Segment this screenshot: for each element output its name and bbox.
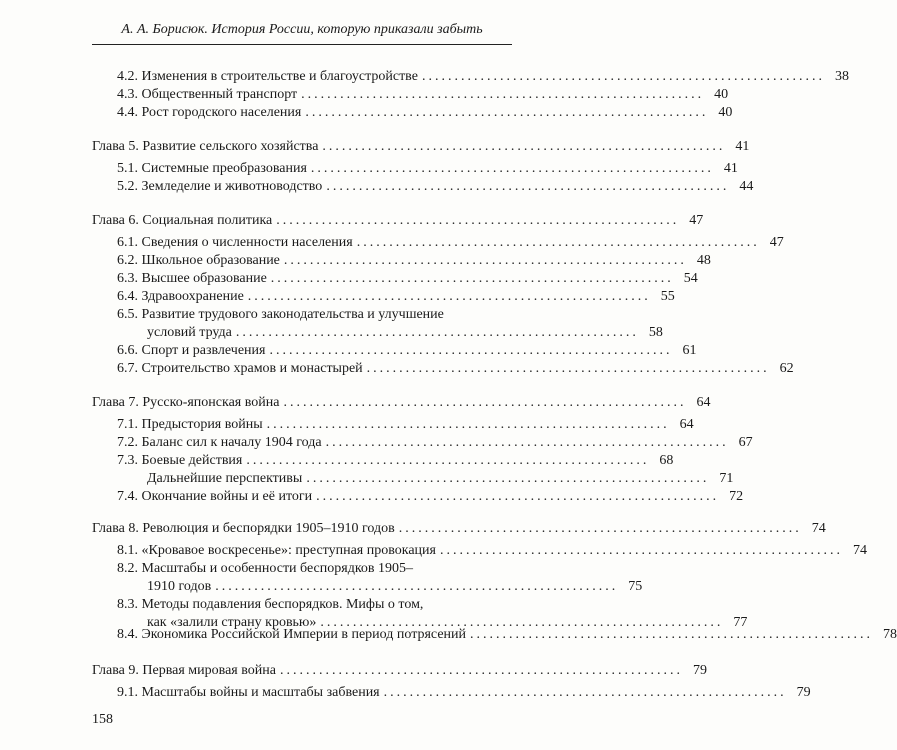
toc-title: Экономика Российской Империи в период потрясений [141,627,467,642]
toc-title: Масштабы и особенности беспорядков 1905– [141,561,414,576]
toc-title: Социальная политика [142,213,273,228]
toc-number: 8.1. [117,543,138,558]
leader-dots: .............................................................. [269,343,673,358]
leader-dots: .............................................................. [283,253,687,268]
leader-dots: .............................................................. [421,69,825,84]
toc-page: 55 [660,289,675,304]
toc-page: 79 [796,685,811,700]
toc-title: Спорт и развлечения [141,343,266,358]
toc-entry-6-4[interactable] [117,288,675,306]
toc-title: Системные преобразования [141,161,307,176]
toc-title: Развитие сельского хозяйства [142,139,319,154]
toc-page: 68 [659,453,674,468]
leader-dots: .............................................................. [279,663,683,678]
toc-page: 71 [719,471,734,486]
toc-title: Методы подавления беспорядков. Мифы о том, [141,597,424,612]
toc-title: Рост городского населения [141,105,302,120]
toc-page: 74 [811,521,826,536]
toc-number: 8.4. [117,627,138,642]
toc-entry-5-2[interactable] [117,178,754,196]
toc-number: 6.4. [117,289,138,304]
leader-dots: .............................................................. [439,543,843,558]
chapter-number: Глава 9. [92,663,139,678]
leader-dots: .............................................................. [266,417,670,432]
leader-dots: .............................................................. [322,139,726,154]
toc-page: 47 [689,213,704,228]
toc-chapter-6[interactable] [92,212,704,230]
leader-dots: .............................................................. [247,289,651,304]
toc-entry-5-1[interactable] [117,160,738,178]
toc-page: 72 [729,489,744,504]
leader-dots: .............................................................. [235,325,639,340]
toc-title: Предыстория войны [141,417,263,432]
toc-entry-8-2[interactable] [117,560,643,596]
toc-chapter-7[interactable] [92,394,711,412]
toc-number: 7.3. [117,453,138,468]
chapter-number: Глава 8. [92,521,139,536]
leader-dots: .............................................................. [470,627,874,642]
toc-number: 6.7. [117,361,138,376]
toc-number: 5.1. [117,161,138,176]
toc-page: 40 [718,105,733,120]
toc-title: Баланс сил к началу 1904 года [141,435,322,450]
toc-number: 7.2. [117,435,138,450]
toc-title: Русско-японская война [142,395,280,410]
leader-dots: .............................................................. [215,579,619,594]
toc-page: 54 [683,271,698,286]
page-number: 158 [92,712,113,727]
toc-page: 58 [648,325,663,340]
toc-entry-6-6[interactable] [117,342,697,360]
leader-dots: .............................................................. [383,685,787,700]
toc-page: 67 [738,435,753,450]
toc-page: 75 [628,579,643,594]
toc-entry-6-7[interactable] [117,360,794,378]
leader-dots: .............................................................. [316,489,720,504]
toc-entry-9-1[interactable] [117,684,811,702]
toc-entry-7-3[interactable] [117,452,674,470]
toc-number: 5.2. [117,179,138,194]
toc-title: Первая мировая война [142,663,276,678]
chapter-number: Глава 5. [92,139,139,154]
leader-dots: .............................................................. [270,271,674,286]
toc-number: 4.3. [117,87,138,102]
toc-page: 79 [692,663,707,678]
toc-number: 6.2. [117,253,138,268]
toc-entry-7-4[interactable] [117,488,744,506]
toc-number: 8.2. [117,561,138,576]
toc-entry-6-1[interactable] [117,234,784,252]
toc-page: 48 [696,253,711,268]
toc-entry-8-4[interactable] [117,626,897,644]
toc-number: 8.3. [117,597,138,612]
toc-page: 38 [834,69,849,84]
toc-number: 7.4. [117,489,138,504]
leader-dots: .............................................................. [326,179,730,194]
toc-title-continued: как «залили страну кровью» [147,615,317,630]
toc-entry-6-5[interactable] [117,306,663,342]
running-header: А. А. Борисюк. История России, которую приказали забыть [121,22,483,37]
toc-number: 6.5. [117,307,138,322]
toc-entry-4-3[interactable] [117,86,729,104]
toc-entry-8-1[interactable] [117,542,867,560]
toc-chapter-9[interactable] [92,662,707,680]
toc-title: Изменения в строительстве и благоустройстве [141,69,418,84]
toc-page: 64 [679,417,694,432]
toc-page: 40 [714,87,729,102]
toc-title: Сведения о численности населения [141,235,353,250]
leader-dots: .............................................................. [301,87,705,102]
toc-title: Земледелие и животноводство [141,179,323,194]
leader-dots: .............................................................. [283,395,687,410]
toc-title: Масштабы войны и масштабы забвения [141,685,380,700]
leader-dots: .............................................................. [276,213,680,228]
toc-number: 6.6. [117,343,138,358]
toc-chapter-5[interactable] [92,138,750,156]
leader-dots: .............................................................. [356,235,760,250]
toc-page: 47 [769,235,784,250]
toc-title: Общественный транспорт [141,87,298,102]
toc-page: 74 [852,543,867,558]
toc-number: 6.3. [117,271,138,286]
toc-title: Окончание войны и её итоги [141,489,313,504]
leader-dots: .............................................................. [366,361,770,376]
toc-title: Школьное образование [141,253,280,268]
toc-title: Дальнейшие перспективы [147,471,303,486]
toc-title: Строительство храмов и монастырей [141,361,363,376]
toc-entry-6-2[interactable] [117,252,711,270]
toc-entry-7-3-sub[interactable] [147,470,734,488]
toc-page: 62 [779,361,794,376]
toc-title-continued: условий труда [147,325,232,340]
toc-title: Революция и беспорядки 1905–1910 годов [142,521,395,536]
toc-title: Высшее образование [141,271,267,286]
toc-title: «Кровавое воскресенье»: преступная провокация [141,543,436,558]
leader-dots: .............................................................. [246,453,650,468]
chapter-number: Глава 6. [92,213,139,228]
toc-entry-4-2[interactable] [117,68,849,86]
toc-title: Развитие трудового законодательства и улучшение [141,307,444,322]
leader-dots: .............................................................. [398,521,802,536]
toc-number: 4.2. [117,69,138,84]
toc-page: 41 [723,161,738,176]
toc-chapter-8[interactable] [92,520,826,538]
leader-dots: .............................................................. [305,105,709,120]
toc-number: 9.1. [117,685,138,700]
toc-entry-7-2[interactable] [117,434,753,452]
toc-page: 77 [733,615,748,630]
toc-title: Здравоохранение [141,289,244,304]
toc-page: 78 [883,627,897,642]
leader-dots: .............................................................. [325,435,729,450]
toc-title-continued: 1910 годов [147,579,212,594]
toc-page: 44 [739,179,754,194]
toc-number: 6.1. [117,235,138,250]
leader-dots: .............................................................. [320,615,724,630]
toc-page: 61 [682,343,697,358]
leader-dots: .............................................................. [310,161,714,176]
toc-page: 41 [735,139,750,154]
toc-entry-4-4[interactable] [117,104,733,122]
toc-page: 64 [696,395,711,410]
chapter-number: Глава 7. [92,395,139,410]
toc-title: Боевые действия [141,453,243,468]
toc-entry-7-1[interactable] [117,416,694,434]
toc-entry-6-3[interactable] [117,270,698,288]
leader-dots: .............................................................. [306,471,710,486]
toc-number: 4.4. [117,105,138,120]
toc-number: 7.1. [117,417,138,432]
